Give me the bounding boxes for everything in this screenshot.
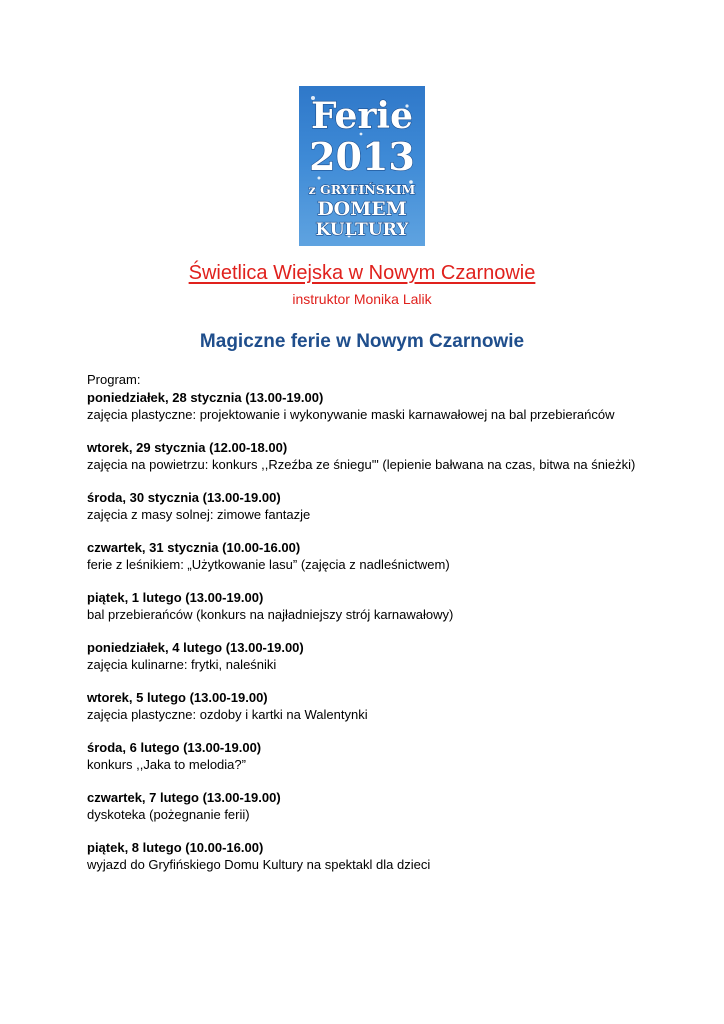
entry-activity: zajęcia kulinarne: frytki, naleśniki bbox=[87, 657, 277, 672]
entry-date: piątek, 8 lutego (10.00-16.00) bbox=[87, 840, 264, 855]
entry-date: poniedziałek, 4 lutego (13.00-19.00) bbox=[87, 640, 304, 655]
entry-activity: konkurs ,,Jaka to melodia?” bbox=[87, 757, 246, 772]
entry-activity: dyskoteka (pożegnanie ferii) bbox=[87, 807, 250, 822]
entry-date: czwartek, 7 lutego (13.00-19.00) bbox=[87, 790, 281, 805]
program-entry bbox=[87, 389, 647, 423]
entry-activity: zajęcia z masy solnej: zimowe fantazje bbox=[87, 507, 311, 522]
entry-date: wtorek, 29 stycznia (12.00-18.00) bbox=[87, 440, 288, 455]
program-entry bbox=[87, 539, 647, 573]
entry-activity: zajęcia plastyczne: projektowanie i wykonywanie maski karnawałowej na bal przebierańców bbox=[87, 407, 615, 422]
program-entry bbox=[87, 689, 647, 723]
program-list bbox=[87, 389, 647, 889]
program-entry bbox=[87, 589, 647, 623]
entry-date: środa, 6 lutego (13.00-19.00) bbox=[87, 740, 262, 755]
logo-line-year: 2013 bbox=[309, 134, 415, 179]
entry-activity: zajęcia plastyczne: ozdoby i kartki na Walentynki bbox=[87, 707, 368, 722]
logo-graphic bbox=[299, 86, 425, 246]
program-label: Program: bbox=[87, 372, 141, 387]
logo-line-z-gryfinskim: z GRYFIŃSKIM bbox=[308, 182, 416, 197]
program-entry bbox=[87, 839, 647, 873]
program-heading: Magiczne ferie w Nowym Czarnowie bbox=[199, 331, 525, 352]
logo-line-ferie: Ferie bbox=[310, 95, 414, 137]
program-entry bbox=[87, 789, 647, 823]
entry-date: wtorek, 5 lutego (13.00-19.00) bbox=[87, 690, 268, 705]
entry-date: środa, 30 stycznia (13.00-19.00) bbox=[87, 490, 281, 505]
page-title: Świetlica Wiejska w Nowym Czarnowie bbox=[188, 262, 536, 284]
entry-date: czwartek, 31 stycznia (10.00-16.00) bbox=[87, 540, 301, 555]
entry-activity: ferie z leśnikiem: „Użytkowanie lasu” (zajęcia z nadleśnictwem) bbox=[87, 557, 450, 572]
logo-line-domem: DOMEM bbox=[317, 198, 407, 220]
ferie-2013-logo bbox=[299, 86, 425, 246]
entry-activity: zajęcia na powietrzu: konkurs ,,Rzeźba ze śniegu'" (lepienie bałwana na czas, bitwa na śnieżki) bbox=[87, 457, 636, 472]
program-entry bbox=[87, 439, 647, 473]
program-entry bbox=[87, 489, 647, 523]
program-entry bbox=[87, 739, 647, 773]
entry-date: piątek, 1 lutego (13.00-19.00) bbox=[87, 590, 264, 605]
program-entry bbox=[87, 639, 647, 673]
entry-activity: bal przebierańców (konkurs na najładniejszy strój karnawałowy) bbox=[87, 607, 454, 622]
entry-activity: wyjazd do Gryfińskiego Domu Kultury na spektakl dla dzieci bbox=[87, 857, 431, 872]
entry-date: poniedziałek, 28 stycznia (13.00-19.00) bbox=[87, 390, 324, 405]
logo-line-kultury: KULTURY bbox=[315, 220, 409, 240]
instructor-name: instruktor Monika Lalik bbox=[292, 291, 432, 307]
